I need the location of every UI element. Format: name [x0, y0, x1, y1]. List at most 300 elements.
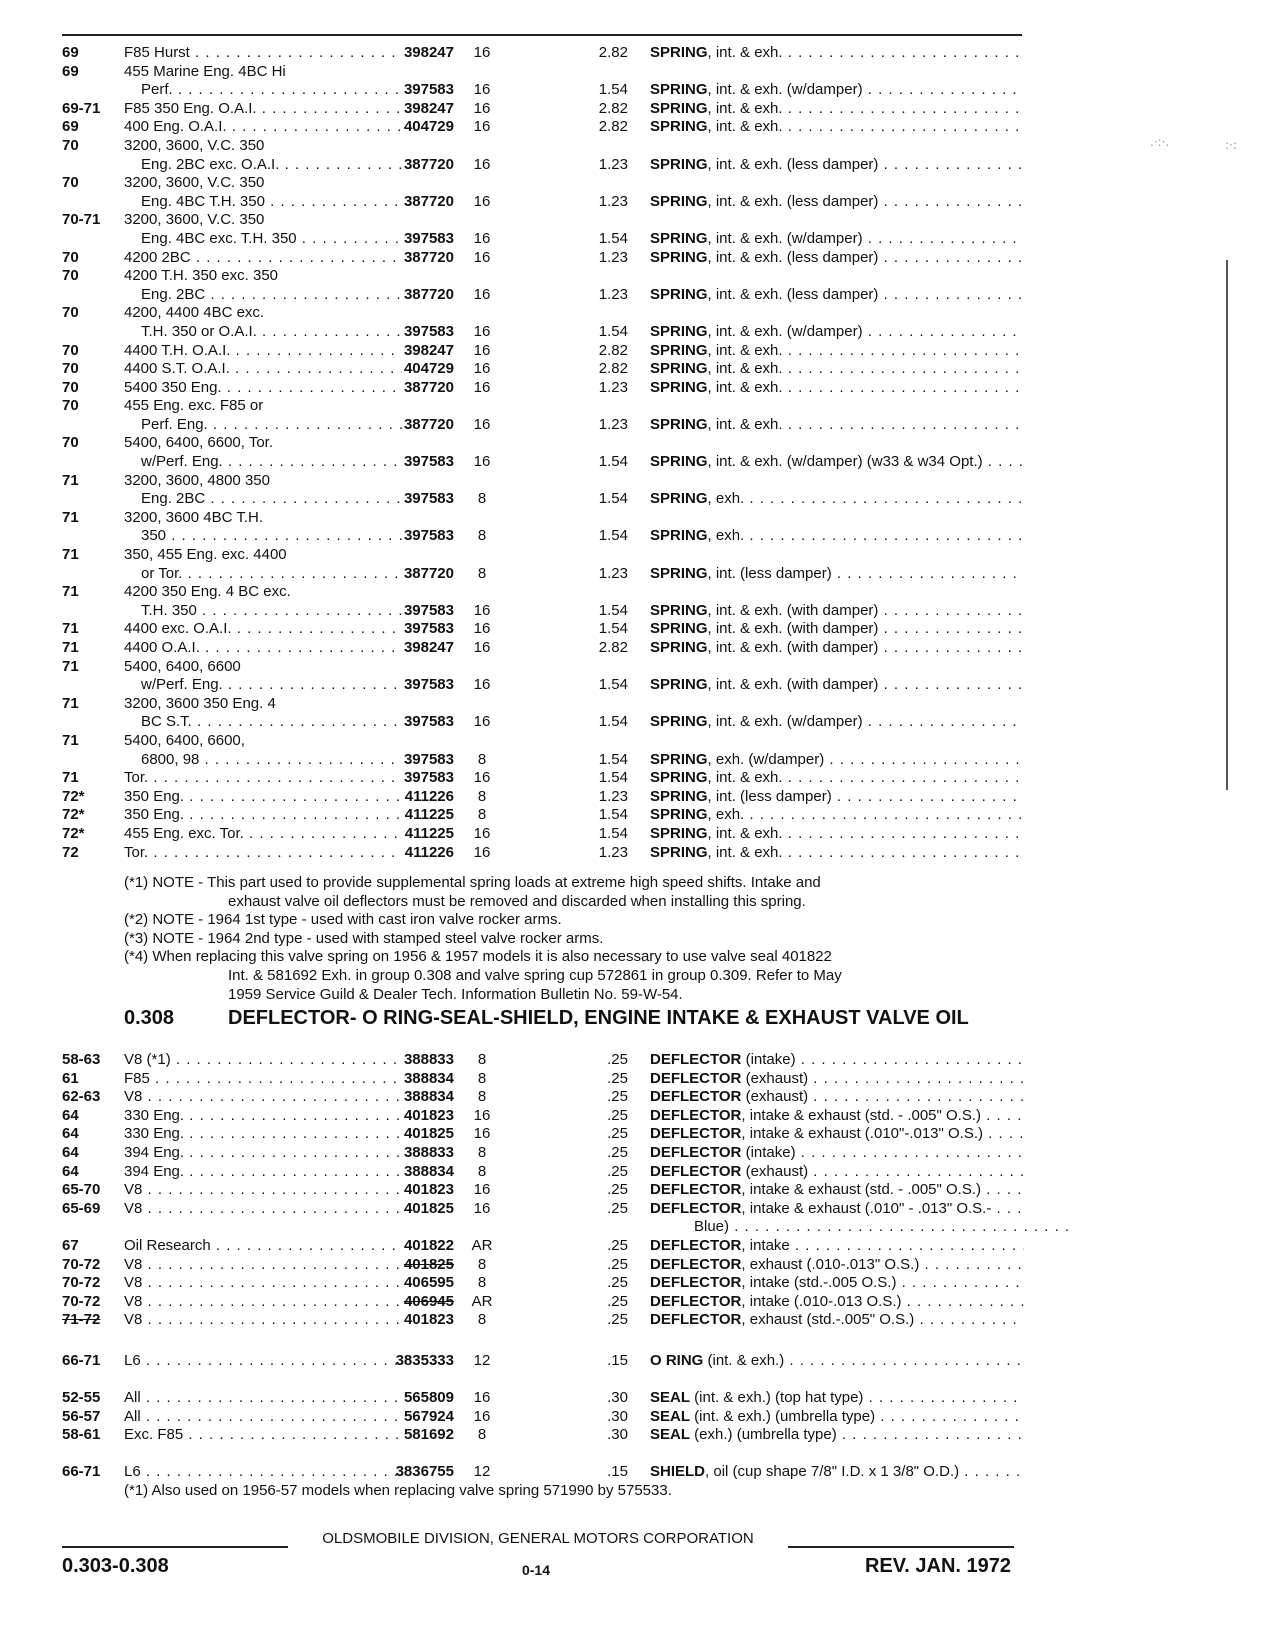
table-row [62, 527, 1024, 546]
row-application: 455 Marine Eng. 4BC Hi [124, 62, 286, 80]
row-part-number: 388833 [403, 1143, 454, 1161]
row-price: .25 [607, 1106, 628, 1124]
row-quantity: 16 [473, 676, 491, 694]
row-year: 70-72 [62, 1255, 101, 1273]
part-name: SPRING, int. & exh. (w/damper) . . . [650, 230, 1024, 249]
row-part-number: 404729 [403, 118, 454, 136]
row-quantity: AR [471, 1236, 493, 1254]
table-row [62, 1311, 1024, 1330]
row-year: 70 [62, 248, 79, 266]
row-price: 1.54 [598, 322, 628, 340]
row-part-number: 397583 [403, 601, 454, 619]
row-application: 350 Eng. . . . [124, 788, 402, 807]
row-price: .25 [607, 1199, 628, 1217]
part-name-bold: DEFLECTOR [650, 1069, 742, 1087]
part-name-bold: DEFLECTOR [650, 1199, 742, 1217]
row-quantity: 8 [477, 1162, 487, 1180]
part-name-bold: SPRING [650, 769, 708, 787]
row-year: 71 [62, 620, 79, 638]
part-name-bold: SPRING [650, 192, 708, 210]
part-name: DEFLECTOR, intake & exhaust (.010" - .013" O.S.- . . . [650, 1200, 1024, 1219]
row-part-number: 387720 [403, 564, 454, 582]
row-year: 70 [62, 136, 79, 154]
part-name: SPRING, int. & exh. (with damper) . . . [650, 639, 1024, 658]
row-price: .25 [607, 1069, 628, 1087]
part-name-bold: DEFLECTOR [650, 1236, 742, 1254]
scan-edge-line [1226, 260, 1228, 790]
row-quantity: 8 [477, 1311, 487, 1329]
table-row [62, 1426, 1024, 1445]
row-application: 4400 exc. O.A.I. . . . [124, 620, 402, 639]
table-row [62, 156, 1024, 175]
row-application: Eng. 2BC exc. O.A.I. . . . [141, 156, 402, 175]
top-rule [62, 34, 1022, 36]
table-row-continued [62, 1218, 1024, 1237]
part-name: DEFLECTOR (exhaust) . . . [650, 1163, 1024, 1182]
row-price: 1.54 [598, 769, 628, 787]
footer-group-number: 0.303-0.308 [62, 1555, 169, 1577]
row-application: All . . . [124, 1389, 402, 1408]
table-row [62, 1389, 1024, 1408]
row-quantity: 8 [477, 490, 487, 508]
table-row [62, 63, 1024, 82]
table-row [62, 1070, 1024, 1089]
part-name: DEFLECTOR, intake & exhaust (std. - .005" O.S.) . . . [650, 1107, 1024, 1126]
row-price: 1.23 [598, 843, 628, 861]
part-name-bold: SPRING [650, 360, 708, 378]
part-name-bold: SPRING [650, 639, 708, 656]
part-name: DEFLECTOR, exhaust (std.-.005" O.S.) . . . [650, 1311, 1024, 1330]
part-name-bold: SPRING [650, 676, 708, 694]
row-quantity: 16 [473, 1125, 491, 1143]
row-price: 1.54 [598, 601, 628, 619]
part-name-bold: DEFLECTOR [650, 1088, 742, 1106]
row-price: .25 [607, 1125, 628, 1143]
footer-rule-right [788, 1546, 1014, 1548]
row-quantity: 16 [473, 118, 491, 136]
row-application: 455 Eng. exc. Tor. . . . [124, 825, 402, 844]
table-row [62, 602, 1024, 621]
table-row [62, 788, 1024, 807]
row-part-number: 401822 [403, 1236, 454, 1254]
row-year: 69-71 [62, 99, 101, 117]
row-year: 69 [62, 118, 79, 136]
row-application: Perf. Eng. . . . [141, 416, 402, 435]
table-row [62, 639, 1024, 658]
row-year: 71-72 [62, 1311, 101, 1329]
row-part-number: 401825 [403, 1125, 454, 1143]
part-name: SPRING, int. & exh. (less damper) . . . [650, 249, 1024, 268]
row-price: .25 [607, 1181, 628, 1199]
table-row [62, 379, 1024, 398]
row-price: 1.54 [598, 490, 628, 508]
row-application: 5400, 6400, 6600, Tor. [124, 434, 274, 452]
part-name-bold: SPRING [650, 620, 708, 638]
part-name: SPRING, int. & exh. . . . [650, 100, 1024, 119]
row-year: 71 [62, 583, 79, 601]
table-row [62, 844, 1024, 863]
row-quantity: 16 [473, 1181, 491, 1199]
part-name: SPRING, int. & exh. (with damper) . . . [650, 602, 1024, 621]
scan-speckle: .·:·. [1150, 135, 1170, 149]
row-price: 1.54 [598, 676, 628, 694]
part-name: DEFLECTOR, exhaust (.010-.013" O.S.) . . . [650, 1256, 1024, 1275]
table-row [62, 1463, 1024, 1482]
row-part-number: 387720 [403, 155, 454, 173]
row-application: 5400 350 Eng. . . . [124, 379, 402, 398]
row-price: .25 [607, 1274, 628, 1292]
row-year: 71 [62, 639, 79, 656]
row-quantity: 16 [473, 843, 491, 861]
row-application: 330 Eng. . . . [124, 1107, 402, 1126]
row-year: 69 [62, 62, 79, 80]
row-year: 71 [62, 731, 79, 749]
row-quantity: 16 [473, 192, 491, 210]
part-name-bold: SPRING [650, 322, 708, 340]
part-name-bold: SPRING [650, 155, 708, 173]
row-part-number: 401823 [403, 1106, 454, 1124]
row-application: 4200 2BC . . . [124, 249, 402, 268]
row-price: 1.54 [598, 527, 628, 545]
table-row [62, 397, 1024, 416]
row-application: 6800, 98 . . . [141, 751, 402, 770]
row-year: 72 [62, 843, 79, 861]
row-year: 71 [62, 769, 79, 787]
row-application: 394 Eng. . . . [124, 1144, 402, 1163]
table-row [62, 81, 1024, 100]
row-part-number: 397583 [403, 713, 454, 731]
table-row [62, 1163, 1024, 1182]
row-price: .25 [607, 1255, 628, 1273]
footer-rule-left [62, 1546, 288, 1548]
row-year: 64 [62, 1162, 79, 1180]
row-part-number: 398247 [403, 341, 454, 359]
row-year: 70-72 [62, 1274, 101, 1292]
row-application: 455 Eng. exc. F85 or [124, 397, 264, 415]
table-row [62, 751, 1024, 770]
part-name-bold: DEFLECTOR [650, 1051, 742, 1068]
row-part-number: 401823 [403, 1181, 454, 1199]
table-row [62, 806, 1024, 825]
part-name-bold: SPRING [650, 285, 708, 303]
part-name: SPRING, int. & exh. (with damper) . . . [650, 620, 1024, 639]
part-name: SPRING, int. & exh. (w/damper) . . . [650, 713, 1024, 732]
row-part-number: 387720 [403, 415, 454, 433]
row-quantity: 16 [473, 378, 491, 396]
part-name-bold: SEAL [650, 1407, 691, 1425]
row-part-number: 406945 [403, 1292, 454, 1310]
part-name-bold: DEFLECTOR [650, 1292, 742, 1310]
row-part-number: 398247 [403, 99, 454, 117]
table-row [62, 583, 1024, 602]
row-application: or Tor. . . . [141, 565, 402, 584]
row-price: 2.82 [598, 99, 628, 117]
part-name-bold: SPRING [650, 806, 708, 824]
part-name-bold: SPRING [650, 490, 708, 508]
part-name-bold: SEAL [650, 1389, 691, 1406]
row-year: 58-63 [62, 1051, 101, 1068]
row-application: w/Perf. Eng. . . . [141, 676, 402, 695]
row-year: 71 [62, 508, 79, 526]
row-part-number: 387720 [403, 248, 454, 266]
row-price: 1.23 [598, 564, 628, 582]
row-application: Perf. . . . [141, 81, 402, 100]
row-application: T.H. 350 or O.A.I. . . . [141, 323, 402, 342]
row-part-number: 397583 [403, 229, 454, 247]
row-quantity: 8 [477, 806, 487, 824]
row-price: .25 [607, 1162, 628, 1180]
part-name-bold: DEFLECTOR [650, 1106, 742, 1124]
row-price: .25 [607, 1292, 628, 1310]
deflector-parts-table [62, 1051, 1024, 1330]
part-name: SPRING, int. & exh. . . . [650, 416, 1024, 435]
row-part-number: 581692 [403, 1426, 454, 1444]
row-price: .30 [607, 1426, 628, 1444]
row-part-number: 404729 [403, 360, 454, 378]
row-quantity: 16 [473, 769, 491, 787]
row-quantity: 16 [473, 248, 491, 266]
part-name: SPRING, int. & exh. (with damper) . . . [650, 676, 1024, 695]
row-application: 4200 350 Eng. 4 BC exc. [124, 583, 291, 601]
row-year: 71 [62, 546, 79, 564]
row-application: L6 . . . [124, 1463, 402, 1482]
part-name: SPRING, int. (less damper) . . . [650, 788, 1024, 807]
footer-page-number: 0-14 [521, 1562, 551, 1578]
row-part-number: 401825 [403, 1255, 454, 1273]
table-row [62, 695, 1024, 714]
row-part-number: 565809 [403, 1389, 454, 1406]
part-name-bold: DEFLECTOR [650, 1255, 742, 1273]
part-name-bold: SPRING [650, 824, 708, 842]
part-name-bold: SPRING [650, 248, 708, 266]
part-name: SPRING, int. & exh. . . . [650, 360, 1024, 379]
row-part-number: 397583 [403, 750, 454, 768]
row-price: .15 [607, 1463, 628, 1480]
row-application: Tor. . . . [124, 769, 402, 788]
seal-parts-table [62, 1389, 1024, 1445]
section-title: DEFLECTOR- O RING-SEAL-SHIELD, ENGINE INTAKE & EXHAUST VALVE OIL [228, 1007, 969, 1029]
row-year: 65-70 [62, 1181, 101, 1199]
note-line: Int. & 581692 Exh. in group 0.308 and valve spring cup 572861 in group 0.309. Refer to May [228, 966, 842, 984]
row-part-number: 388834 [403, 1069, 454, 1087]
row-price: 1.54 [598, 806, 628, 824]
table-row [62, 1051, 1024, 1070]
table-row [62, 323, 1024, 342]
row-price: .25 [607, 1311, 628, 1329]
table-row [62, 118, 1024, 137]
row-price: 1.54 [598, 81, 628, 99]
part-name-bold: SPRING [650, 415, 708, 433]
row-application: 350 . . . [141, 527, 402, 546]
row-quantity: 12 [473, 1352, 491, 1369]
row-year: 64 [62, 1106, 79, 1124]
row-application: 3200, 3600, V.C. 350 [124, 211, 265, 229]
row-price: 1.23 [598, 192, 628, 210]
row-application: F85 Hurst . . . [124, 44, 402, 63]
row-quantity: 16 [473, 285, 491, 303]
row-part-number: 387720 [403, 192, 454, 210]
row-quantity: 8 [477, 527, 487, 545]
row-quantity: 16 [473, 360, 491, 378]
row-price: .25 [607, 1143, 628, 1161]
row-application: 3200, 3600 4BC T.H. [124, 508, 263, 526]
note-line: (*2) NOTE - 1964 1st type - used with cast iron valve rocker arms. [124, 911, 562, 929]
row-quantity: 16 [473, 713, 491, 731]
row-part-number: 387720 [403, 378, 454, 396]
row-quantity: 16 [473, 322, 491, 340]
part-name-bold: SEAL [650, 1426, 691, 1444]
row-application: 4200 T.H. 350 exc. 350 [124, 267, 278, 285]
footer-revision: REV. JAN. 1972 [864, 1555, 1011, 1577]
row-year: 71 [62, 657, 79, 675]
row-price: 1.23 [598, 155, 628, 173]
row-application: Eng. 4BC exc. T.H. 350 . . . [141, 230, 402, 249]
row-part-number: 397583 [403, 81, 454, 99]
row-quantity: AR [471, 1292, 493, 1310]
part-name: DEFLECTOR (exhaust) . . . [650, 1070, 1024, 1089]
part-name: SPRING, int. & exh. . . . [650, 379, 1024, 398]
row-price: 1.54 [598, 620, 628, 638]
row-quantity: 16 [473, 1199, 491, 1217]
table-row [62, 1352, 1024, 1371]
part-name: SPRING, int. & exh. . . . [650, 769, 1024, 788]
row-application: F85 . . . [124, 1070, 402, 1089]
row-price: 2.82 [598, 44, 628, 61]
part-name: O RING (int. & exh.) . . . [650, 1352, 1024, 1371]
row-application: V8 . . . [124, 1088, 402, 1107]
row-application: 4400 S.T. O.A.I. . . . [124, 360, 402, 379]
table-row [62, 1200, 1024, 1219]
row-price: 2.82 [598, 639, 628, 656]
row-application: 400 Eng. O.A.I. . . . [124, 118, 402, 137]
part-name-bold: DEFLECTOR [650, 1143, 742, 1161]
row-year: 64 [62, 1143, 79, 1161]
part-name: SEAL (int. & exh.) (umbrella type) . . . [650, 1408, 1024, 1427]
row-application: V8 . . . [124, 1200, 402, 1219]
row-part-number: 398247 [403, 44, 454, 61]
part-name-bold: DEFLECTOR [650, 1181, 742, 1199]
note-line: 1959 Service Guild & Dealer Tech. Information Bulletin No. 59-W-54. [228, 985, 683, 1003]
row-application: 5400, 6400, 6600, [124, 731, 245, 749]
row-quantity: 16 [473, 1389, 491, 1406]
row-application: T.H. 350 . . . [141, 602, 402, 621]
row-application: w/Perf. Eng. . . . [141, 453, 402, 472]
row-quantity: 16 [473, 620, 491, 638]
row-price: 1.54 [598, 824, 628, 842]
row-year: 56-57 [62, 1407, 101, 1425]
row-application: 350, 455 Eng. exc. 4400 [124, 546, 287, 564]
row-part-number: 397583 [403, 769, 454, 787]
part-name-bold: SPRING [650, 378, 708, 396]
part-name-bold: SPRING [650, 787, 708, 805]
shield-parts-table [62, 1463, 1024, 1482]
row-quantity: 16 [473, 453, 491, 471]
part-name: SPRING, int. & exh. (less damper) . . . [650, 156, 1024, 175]
spring-notes [124, 874, 1024, 1004]
part-name-bold: SPRING [650, 453, 708, 471]
table-row [62, 825, 1024, 844]
row-year: 70 [62, 397, 79, 415]
part-name-bold: SPRING [650, 341, 708, 359]
part-name-bold: DEFLECTOR [650, 1162, 742, 1180]
part-name: SPRING, exh. . . . [650, 490, 1024, 509]
bottom-note [124, 1482, 1024, 1501]
table-row [62, 174, 1024, 193]
note-line: (*1) NOTE - This part used to provide supplemental spring loads at extreme high speed shifts. Intake and [124, 874, 821, 891]
table-row [62, 472, 1024, 491]
part-name: SEAL (exh.) (umbrella type) . . . [650, 1426, 1024, 1445]
row-price: .25 [607, 1236, 628, 1254]
row-application: BC S.T. . . . [141, 713, 402, 732]
row-year: 70 [62, 434, 79, 452]
part-name-bold: SPRING [650, 44, 708, 61]
note-line: (*4) When replacing this valve spring on 1956 & 1957 models it is also necessary to use valve seal 401822 [124, 948, 832, 966]
row-part-number: 397583 [403, 676, 454, 694]
row-quantity: 16 [473, 824, 491, 842]
row-year: 52-55 [62, 1389, 101, 1406]
row-quantity: 16 [473, 639, 491, 656]
row-part-number: 401823 [403, 1311, 454, 1329]
part-name: SPRING, int. & exh. . . . [650, 825, 1024, 844]
row-quantity: 16 [473, 81, 491, 99]
row-application: Eng. 2BC . . . [141, 490, 402, 509]
table-row [62, 1408, 1024, 1427]
row-part-number: 388834 [403, 1088, 454, 1106]
row-quantity: 12 [473, 1463, 491, 1480]
part-name: DEFLECTOR (exhaust) . . . [650, 1088, 1024, 1107]
row-part-number: 397583 [403, 620, 454, 638]
part-name-bold: SHIELD [650, 1463, 706, 1480]
row-quantity: 8 [477, 1255, 487, 1273]
part-name: SHIELD, oil (cup shape 7/8" I.D. x 1 3/8" O.D.) . . . [650, 1463, 1024, 1482]
row-year: 67 [62, 1236, 79, 1254]
row-year: 70 [62, 378, 79, 396]
table-row [62, 676, 1024, 695]
row-price: 1.54 [598, 453, 628, 471]
table-row [62, 434, 1024, 453]
spring-parts-table [62, 44, 1024, 862]
row-quantity: 8 [477, 1088, 487, 1106]
row-quantity: 8 [477, 1426, 487, 1444]
table-row [62, 342, 1024, 361]
row-application: 394 Eng. . . . [124, 1163, 402, 1182]
table-row [62, 230, 1024, 249]
part-name-bold: SPRING [650, 99, 708, 117]
part-name-bold: SPRING [650, 601, 708, 619]
row-year: 70 [62, 304, 79, 322]
part-name: SPRING, exh. . . . [650, 806, 1024, 825]
table-row [62, 769, 1024, 788]
row-quantity: 16 [473, 415, 491, 433]
row-application: 330 Eng. . . . [124, 1125, 402, 1144]
row-price: 1.54 [598, 713, 628, 731]
row-year: 64 [62, 1125, 79, 1143]
row-application: V8 . . . [124, 1311, 402, 1330]
row-price: 1.23 [598, 378, 628, 396]
row-part-number: 406595 [403, 1274, 454, 1292]
table-row [62, 1274, 1024, 1293]
table-row [62, 44, 1024, 63]
part-name: SPRING, int. & exh. (less damper) . . . [650, 286, 1024, 305]
part-name-bold: SPRING [650, 713, 708, 731]
row-price: .25 [607, 1088, 628, 1106]
table-row [62, 658, 1024, 677]
row-part-number: 387720 [403, 285, 454, 303]
row-quantity: 8 [477, 1069, 487, 1087]
part-name-bold: DEFLECTOR [650, 1125, 742, 1143]
part-name: SPRING, int. & exh. . . . [650, 844, 1024, 863]
row-price: 2.82 [598, 341, 628, 359]
